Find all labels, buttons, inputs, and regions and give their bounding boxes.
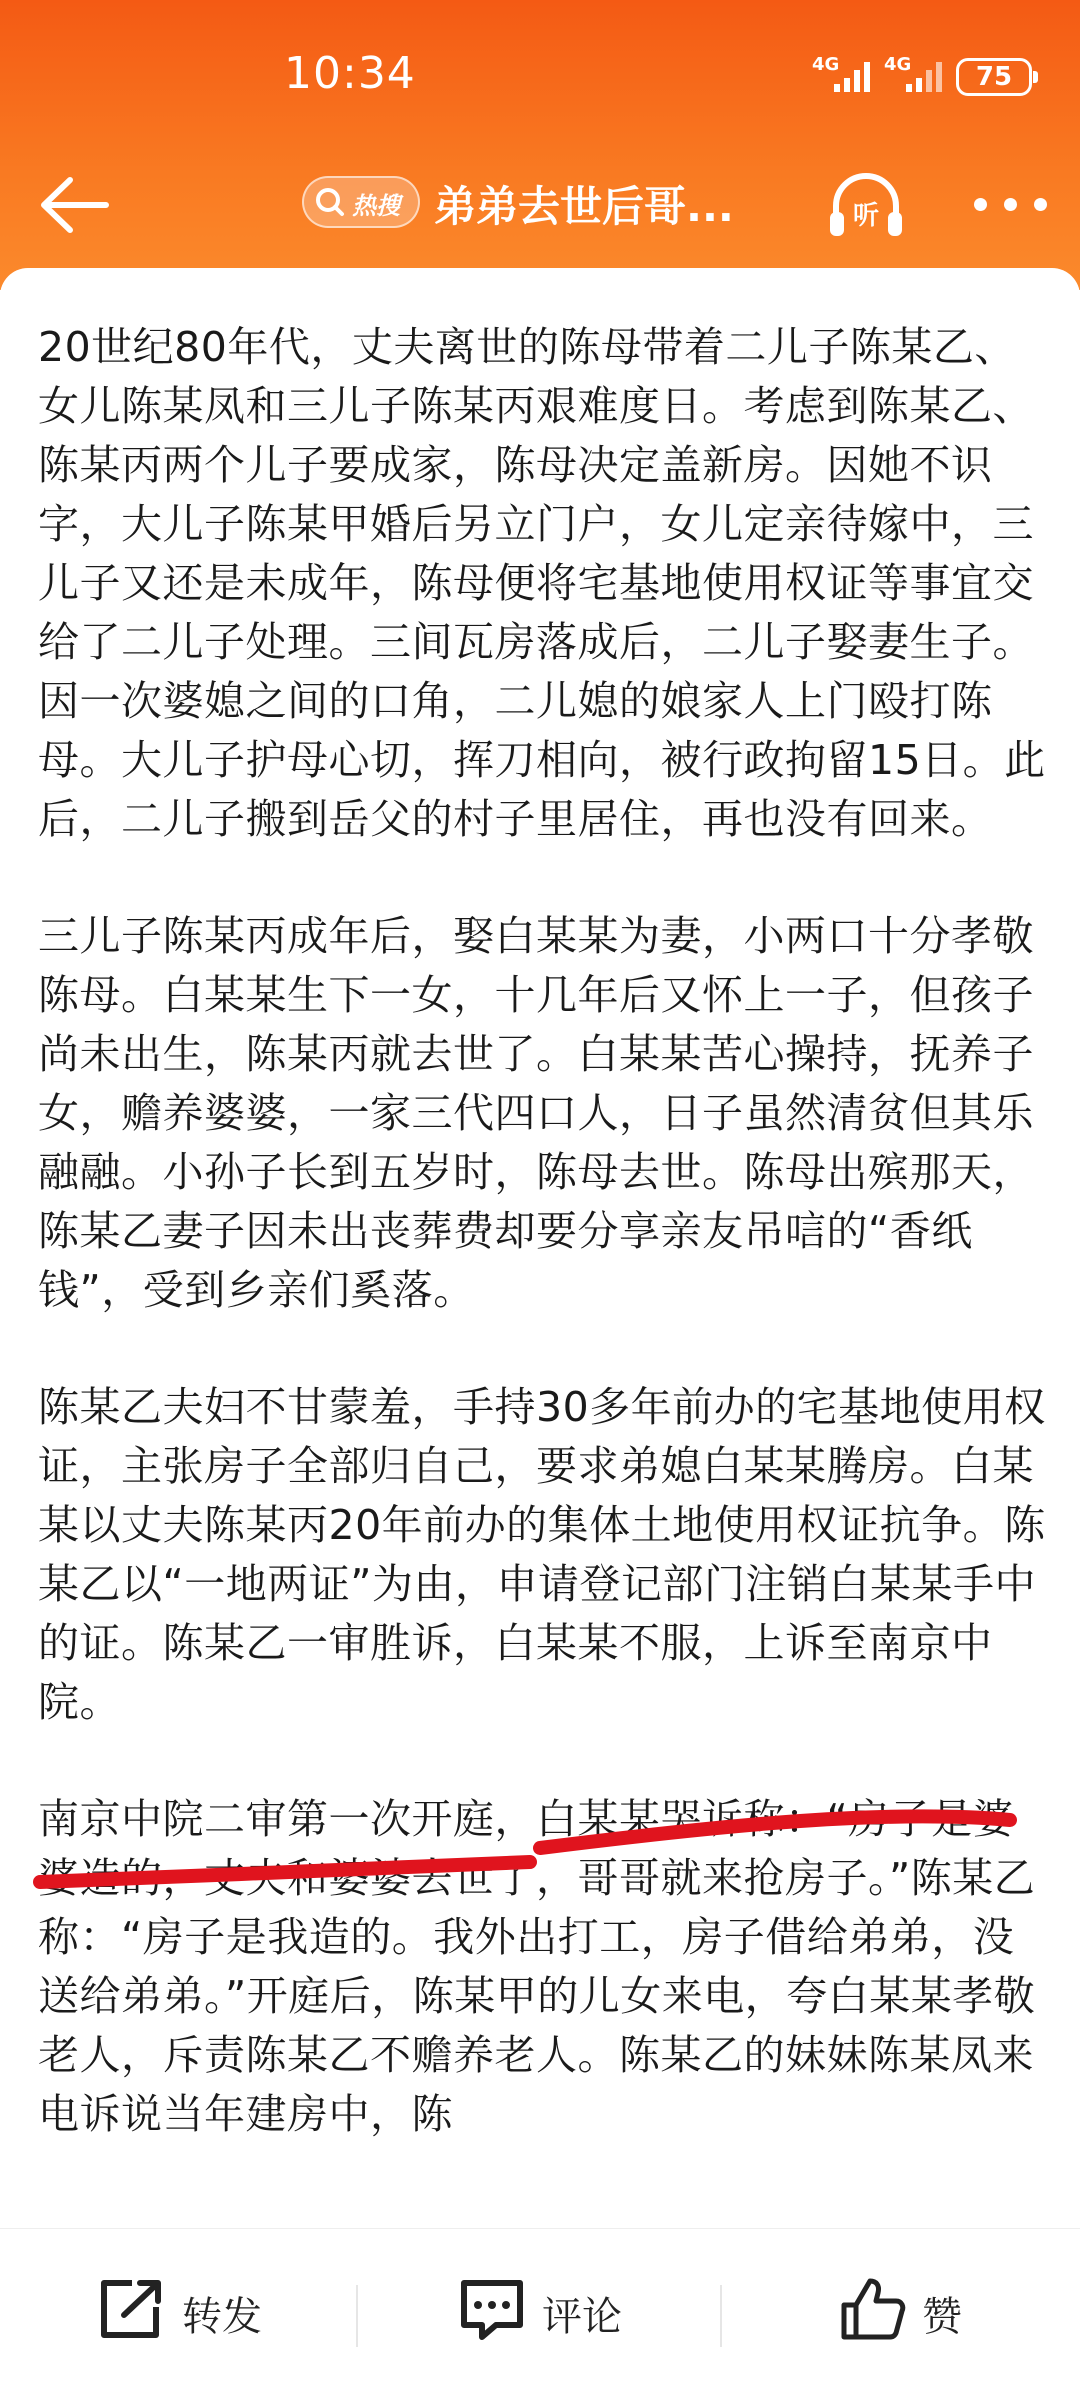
back-button[interactable] [36,170,116,240]
search-icon [314,186,346,218]
article-card [0,268,1080,2230]
listen-button[interactable] [826,168,906,242]
bottom-action-bar [0,2228,1080,2401]
divider [356,2285,358,2347]
nav-bar [0,150,1080,260]
hot-search-badge[interactable] [302,176,420,228]
signal-label-2: 4G [884,54,912,75]
thumbs-up-icon [836,2275,908,2343]
share-icon [96,2275,168,2343]
header [0,0,1080,290]
dot-icon [1004,198,1017,211]
like-label: 赞 [922,2294,962,2340]
divider [720,2285,722,2347]
article-body [38,318,1048,2202]
hot-search-label: 热搜 [352,192,400,220]
article-paragraph: 20世纪80年代，丈夫离世的陈母带着二儿子陈某乙、女儿陈某凤和三儿子陈某丙艰难度日。考虑到陈某乙、陈某丙两个儿子要成家，陈母决定盖新房。因她不识字，大儿子陈某甲婚后另立门户，女儿定亲待嫁中，三儿子又还是未成年，陈母便将宅基地使用权证等事宜交给了二儿子处理。三间瓦房落成后，二儿子娶妻生子。因一次婆媳之间的口角，二儿媳的娘家人上门殴打陈母。大儿子护母心切，挥刀相向，被行政拘留15日。此后，二儿子搬到岳父的村子里居住，再也没有回来。 [38,323,1046,843]
article-paragraph: 陈某乙夫妇不甘蒙羞，手持30多年前办的宅基地使用权证，主张房子全部归自己，要求弟媳白某某腾房。白某某以丈夫陈某丙20年前办的集体土地使用权证抗争。陈某乙以“一地两证”为由，申请登记部门注销白某某手中的证。陈某乙一审胜诉，白某某不服，上诉至南京中院。 [38,1383,1046,1726]
more-options-button[interactable] [966,180,1056,230]
page-title: 弟弟去世后哥... [434,182,734,231]
signal-label: 4G [812,54,840,75]
listen-label: 听 [852,201,880,231]
signal-bars-icon [832,58,876,94]
signal-4g-icon-2 [884,54,948,94]
article-paragraph: 三儿子陈某丙成年后，娶白某某为妻，小两口十分孝敬陈母。白某某生下一女，十几年后又怀上一子，但孩子尚未出生，陈某丙就去世了。白某某苦心操持，抚养子女，赡养婆婆，一家三代四口人，日子虽然清贫但其乐融融。小孙子长到五岁时，陈母去世。陈母出殡那天，陈某乙妻子因未出丧葬费却要分享亲友吊唁的“香纸钱”，受到乡亲们奚落。 [38,912,1034,1314]
article-paragraph: 南京中院二审第一次开庭，白某某哭诉称：“房子是婆婆造的，丈夫和婆婆去世了，哥哥就来抢房子。”陈某乙称：“房子是我造的。我外出打工，房子借给弟弟，没送给弟弟。”开庭后，陈某甲的儿女来电，夸白某某孝敬老人，斥责陈某乙不赡养老人。陈某乙的妹妹陈某凤来电诉说当年建房中，陈 [38,1795,1036,2138]
arrow-left-icon [36,170,116,240]
dot-icon [974,198,987,211]
signal-bars-icon-2 [904,58,948,94]
comment-icon [456,2275,528,2343]
status-bar [0,0,1080,150]
share-label: 转发 [182,2294,262,2340]
dot-icon [1034,198,1047,211]
headphones-icon [826,168,906,242]
battery-icon: 75 [956,58,1032,96]
status-time: 10:34 [284,48,416,99]
signal-4g-icon [812,54,876,94]
comment-label: 评论 [542,2294,622,2340]
